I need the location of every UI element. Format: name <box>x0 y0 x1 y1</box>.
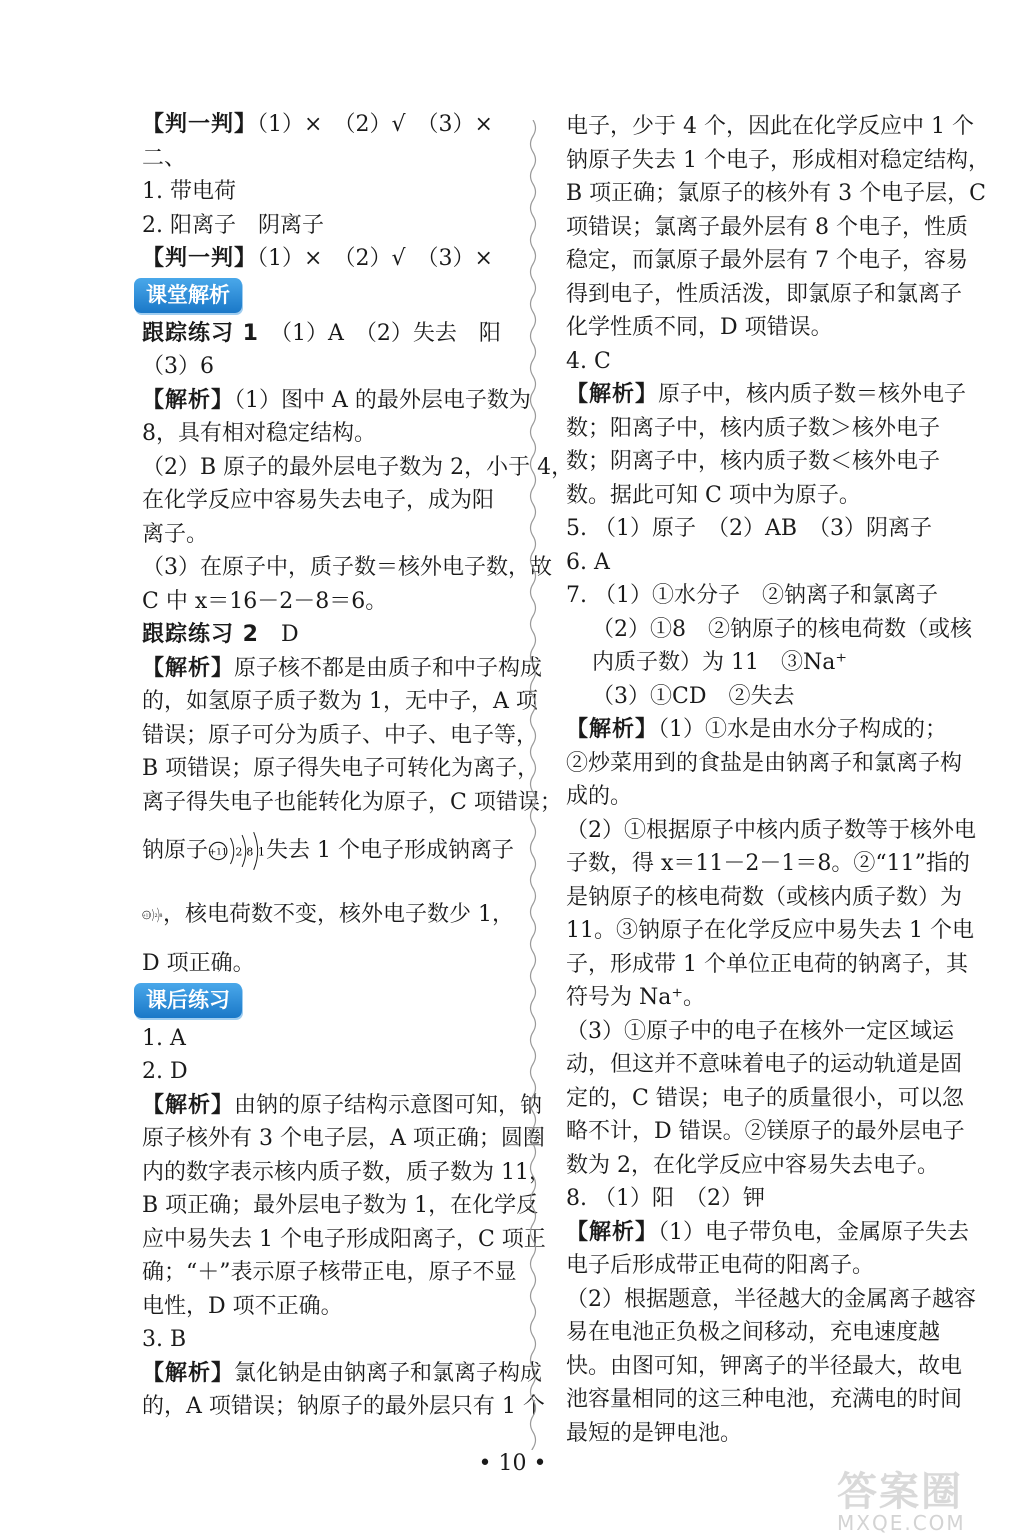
explanation-line: 【解析】原子核不都是由质子和中子构成 <box>142 655 543 681</box>
explanation-line: 【解析】氯化钠是由钠离子和氯离子构成 <box>142 1360 543 1386</box>
explanation-line: 数。据此可知 C 项中为原子。 <box>566 482 861 508</box>
explanation-line: 成的。 <box>566 784 633 809</box>
section-heading-classroom: 课堂解析 <box>134 278 242 313</box>
explanation-line: 符号为 Na⁺。 <box>566 985 705 1010</box>
answer-line: 3. B <box>142 1327 187 1352</box>
electron-shell <box>242 835 246 867</box>
answer-line: 【判一判】（1）× （2）√ （3）× <box>142 112 493 137</box>
explanation-line: C 中 x＝16－2－8＝6。 <box>142 588 388 614</box>
explanation-line: 最短的是钾电池。 <box>566 1420 743 1446</box>
label-tag: 【解析】 <box>142 1360 235 1386</box>
electron-shell <box>152 909 153 921</box>
explanation-line: 【解析】（1）①水是由水分子构成的； <box>566 717 948 742</box>
right-column <box>566 110 990 1450</box>
label-tag: 【判一判】 <box>142 112 258 137</box>
label-tag: 【解析】 <box>142 387 235 413</box>
exercise-label: 跟踪练习 1 <box>142 320 259 346</box>
answer-line: 2. D <box>142 1059 188 1084</box>
explanation-line: B 项错误；原子得失电子可转化为离子， <box>142 756 540 781</box>
explanation-line: 动，但这并不意味着电子的运动轨道是固 <box>566 1052 963 1077</box>
explanation-line: 定的，C 错误；电子的质量很小，可以忽 <box>566 1085 964 1111</box>
shell-count: 8 <box>159 912 163 919</box>
label-tag: 【解析】 <box>142 655 235 681</box>
answer-line: 跟踪练习 1 （1）A （2）失去 阳 <box>142 320 501 346</box>
explanation-line: 【解析】原子中，核内质子数＝核外电子 <box>566 382 967 407</box>
explanation-line: 内的数字表示核内质子数，质子数为 11， <box>142 1159 551 1185</box>
explanation-line: 是钠原子的核电荷数（或核内质子数）为 <box>566 884 963 910</box>
explanation-line: B 项正确；最外层电子数为 1，在化学反 <box>142 1193 539 1218</box>
explanation-line: （2）B 原子的最外层电子数为 2，小于 4， <box>142 454 574 480</box>
sodium-atom-diagram-line: 钠原子 +11 2 8 1 失去 1 个电子形成钠离子 <box>142 819 514 883</box>
explanation-line: （2）根据题意，半径越大的金属离子越容 <box>566 1286 976 1312</box>
label-tag: 【解析】 <box>566 382 659 407</box>
nucleus-charge: +11 <box>208 847 228 858</box>
explanation-line: （3）在原子中，质子数＝核外电子数，故 <box>142 555 552 580</box>
electron-shell <box>157 908 159 922</box>
watermark-title: 答案圈 <box>837 1469 963 1515</box>
shell-count: 2 <box>154 912 158 919</box>
explanation-line: 的，A 项错误；钠原子的最外层只有 1 个 <box>142 1394 545 1419</box>
answer-line: 4. C <box>566 348 611 374</box>
explanation-line: 化学性质不同，D 项错误。 <box>566 315 833 340</box>
explanation-line: 11。③钠原子在化学反应中易失去 1 个电 <box>566 918 974 943</box>
explanation-line: （2）①根据原子中核内质子数等于核外电 <box>566 817 976 843</box>
electron-shell <box>254 832 258 870</box>
sodium-ion-diagram-line: +11 2 8 ，核电荷数不变，核外电子数少 1， <box>142 883 514 947</box>
electron-shell <box>230 838 233 864</box>
explanation-line: 应中易失去 1 个电子形成阳离子，C 项正 <box>142 1226 546 1252</box>
answer-line: 2. 阳离子 阴离子 <box>142 212 324 238</box>
explanation-line: 错误；原子可分为质子、中子、电子等， <box>142 722 539 748</box>
explanation-line: 易在电池正负极之间移动，充电速度越 <box>566 1320 941 1345</box>
answer-line: （2）①8 ②钠原子的核电荷数（或核 <box>592 616 972 642</box>
answer-line: （3）6 <box>142 354 214 379</box>
answer-line: 【判一判】（1）× （2）√ （3）× <box>142 246 493 271</box>
explanation-line: 【解析】由钠的原子结构示意图可知，钠 <box>142 1092 543 1118</box>
explanation-line: 子，形成带 1 个单位正电荷的钠离子，其 <box>566 951 968 977</box>
label-tag: 【解析】 <box>566 1219 659 1245</box>
answer-line: 1. A <box>142 1025 186 1051</box>
page-number: • 10 • <box>478 1451 547 1476</box>
answer-line: （3）①CD ②失去 <box>592 683 795 709</box>
shell-count: 1 <box>258 845 265 859</box>
answer-line: 内质子数）为 11 ③Na⁺ <box>592 650 847 675</box>
section-heading-homework: 课后练习 <box>134 983 242 1018</box>
answer-line: 5. （1）原子 （2）AB （3）阴离子 <box>566 516 933 541</box>
explanation-line: 稳定，而氯原子最外层有 7 个电子，容易 <box>566 248 968 273</box>
explanation-line: 钠原子失去 1 个电子，形成相对稳定结构， <box>566 147 990 173</box>
explanation-line: 确；“＋”表示原子核带正电，原子不显 <box>142 1260 517 1285</box>
explanation-line: 电子后形成带正电荷的阳离子。 <box>566 1253 875 1278</box>
explanation-line: 在化学反应中容易失去电子，成为阳 <box>142 488 495 513</box>
sodium-atom-diagram <box>208 821 266 881</box>
explanation-line: （3）①原子中的电子在核外一定区域运 <box>566 1018 954 1044</box>
section-number: 二、 <box>142 145 187 171</box>
explanation-line: 【解析】（1）图中 A 的最外层电子数为 <box>142 387 531 413</box>
answer-line: 6. A <box>566 549 610 575</box>
explanation-line: 数；阳离子中，核内质子数＞核外电子 <box>566 415 941 441</box>
sodium-ion-diagram <box>142 885 163 945</box>
explanation-line: 项错误；氯离子最外层有 8 个电子，性质 <box>566 214 968 240</box>
explanation-line: 离子。 <box>142 521 209 547</box>
watermark-url: MXQE.COM <box>837 1511 966 1535</box>
answer-line: 1. 带电荷 <box>142 179 236 204</box>
explanation-line: 电性，D 项不正确。 <box>142 1293 343 1319</box>
explanation-line: 池容量相同的这三种电池，充满电的时间 <box>566 1387 963 1412</box>
explanation-line: 得到电子，性质活泼，即氯原子和氯离子 <box>566 281 963 307</box>
answer-line: 8. （1）阳 （2）钾 <box>566 1186 765 1211</box>
explanation-line: 原子核外有 3 个电子层，A 项正确；圆圈 <box>142 1126 545 1151</box>
explanation-line: 离子得失电子也能转化为原子，C 项错误； <box>142 789 562 815</box>
label-tag: 【解析】 <box>566 717 659 742</box>
site-watermark-logo <box>837 1460 1017 1535</box>
column-divider <box>526 120 540 1450</box>
explanation-line: D 项正确。 <box>142 951 255 976</box>
left-column <box>142 108 574 1424</box>
answer-line: 跟踪练习 2 D <box>142 622 299 647</box>
explanation-line: 电子，少于 4 个，因此在化学反应中 1 个 <box>566 114 974 139</box>
explanation-line: 【解析】（1）电子带负电，金属原子失去 <box>566 1219 970 1245</box>
nucleus-charge: +11 <box>142 912 151 918</box>
explanation-line: B 项正确；氯原子的核外有 3 个电子层，C <box>566 181 986 206</box>
explanation-line: 数为 2，在化学反应中容易失去电子。 <box>566 1152 939 1178</box>
explanation-line: 略不计，D 错误。②镁原子的最外层电子 <box>566 1119 965 1144</box>
label-tag: 【判一判】 <box>142 246 258 271</box>
explanation-line: 的，如氢原子质子数为 1，无中子，A 项 <box>142 689 538 714</box>
exercise-label: 跟踪练习 2 <box>142 622 259 647</box>
explanation-line: 8，具有相对稳定结构。 <box>142 421 376 446</box>
explanation-line: ②炒菜用到的食盐是由钠离子和氯离子构 <box>566 750 963 776</box>
answer-line: 7. （1）①水分子 ②钠离子和氯离子 <box>566 583 938 608</box>
shell-count: 2 <box>235 845 243 859</box>
explanation-line: 数；阴离子中，核内质子数＜核外电子 <box>566 449 941 474</box>
explanation-line: 子数，得 x＝11－2－1＝8。②“11”指的 <box>566 851 970 876</box>
shell-count: 8 <box>246 845 254 859</box>
explanation-line: 快。由图可知，钾离子的半径最大，故电 <box>566 1353 963 1379</box>
label-tag: 【解析】 <box>142 1092 235 1118</box>
